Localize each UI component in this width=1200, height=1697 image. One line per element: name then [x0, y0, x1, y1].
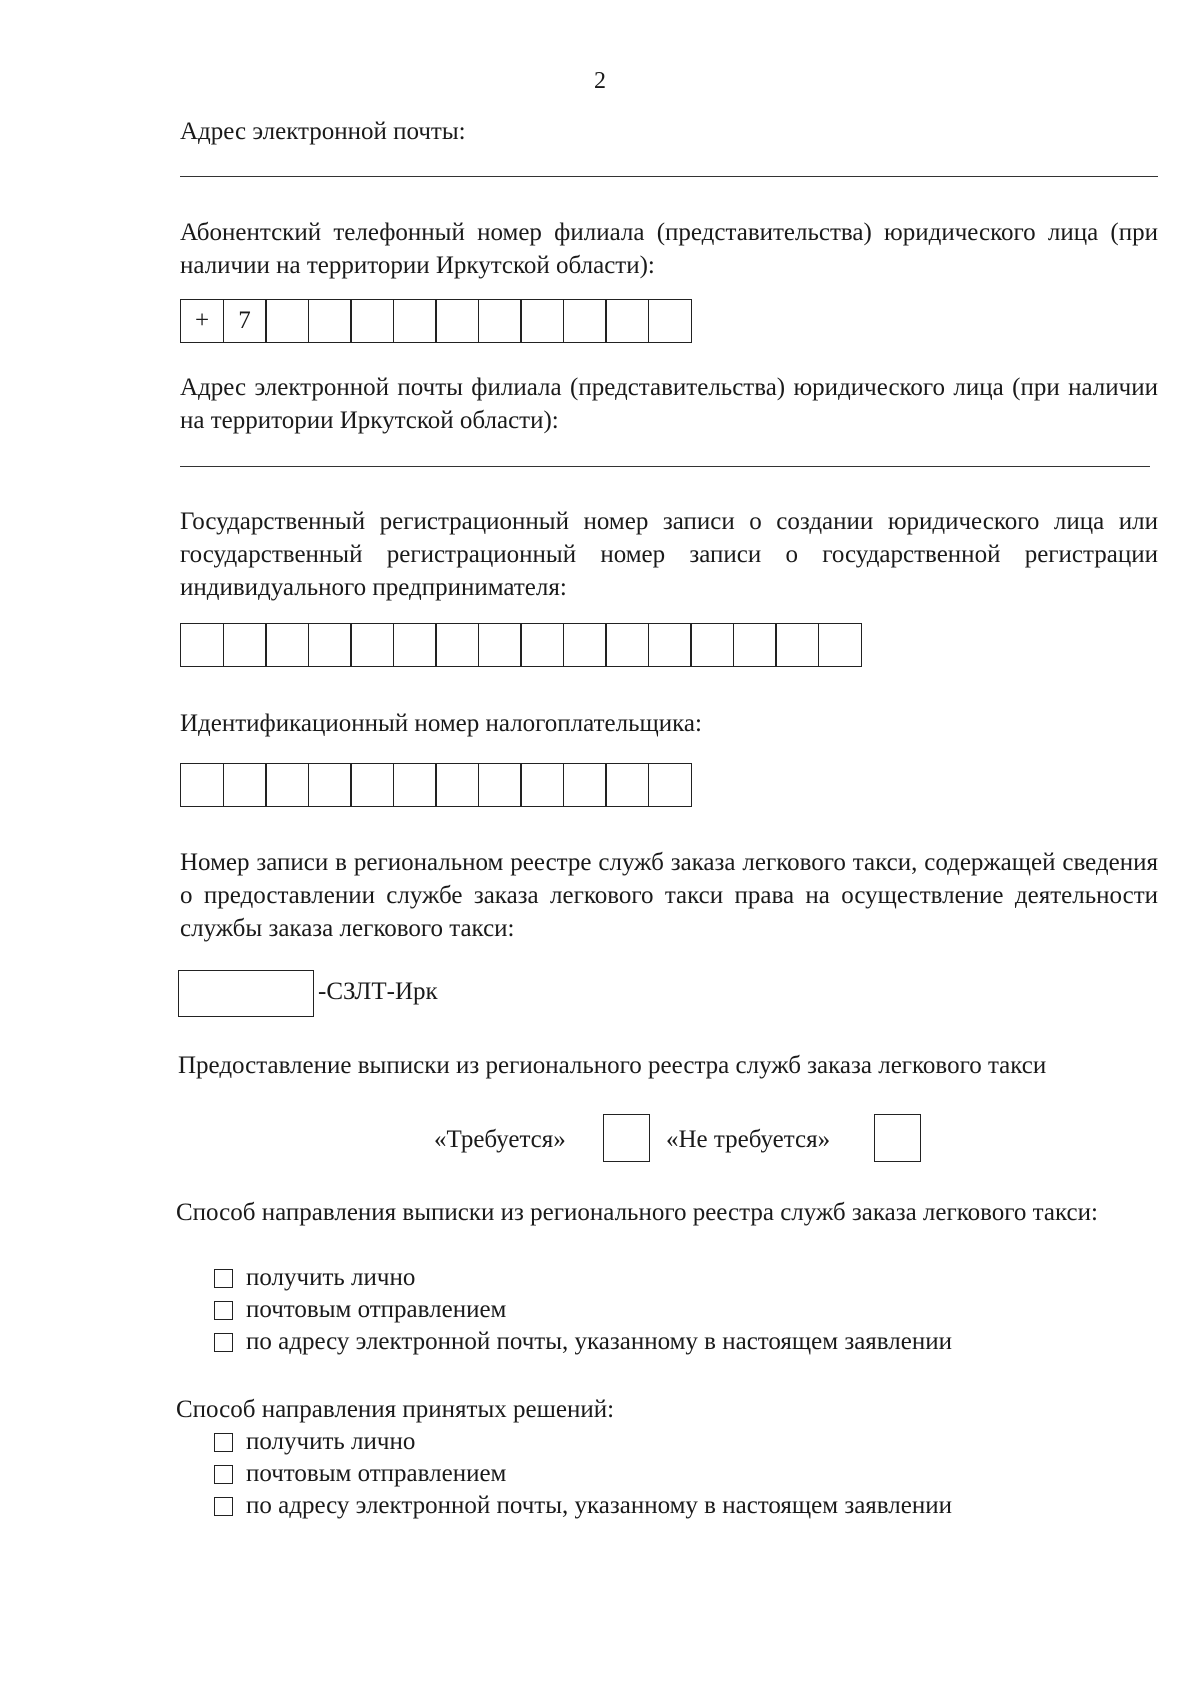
- ogrn-cell[interactable]: [350, 623, 394, 667]
- inn-cell[interactable]: [223, 763, 267, 807]
- phone-cell[interactable]: [350, 299, 394, 343]
- branch-email-label: Адрес электронной почты филиала (представительства) юридического лица (при наличии на территории Иркутской области):: [180, 374, 1158, 434]
- extract-request-label: Предоставление выписки из регионального реестра служб заказа легкового такси: [178, 1052, 1047, 1079]
- phone-cell[interactable]: [308, 299, 352, 343]
- ogrn-cell[interactable]: [733, 623, 777, 667]
- inn-cell[interactable]: [308, 763, 352, 807]
- registry-record-label: Номер записи в региональном реестре служб заказа легкового такси, содержащей сведения о предоставлении службе заказа легкового такси права на осуществление деятельности службы заказа легкового такси:: [180, 849, 1158, 942]
- ogrn-cell[interactable]: [223, 623, 267, 667]
- phone-cell[interactable]: [265, 299, 309, 343]
- inn-cell[interactable]: [393, 763, 437, 807]
- email-label: Адрес электронной почты:: [180, 118, 466, 145]
- ogrn-cell[interactable]: [478, 623, 522, 667]
- ogrn-cell[interactable]: [308, 623, 352, 667]
- not-required-label: «Не требуется»: [666, 1126, 831, 1153]
- inn-cell[interactable]: [563, 763, 607, 807]
- phone-cell[interactable]: [605, 299, 649, 343]
- inn-cell[interactable]: [180, 763, 224, 807]
- extract-delivery-options: [214, 1262, 952, 1358]
- phone-cell[interactable]: [563, 299, 607, 343]
- branch-phone-label: Абонентский телефонный номер филиала (представительства) юридического лица (при наличии на территории Иркутской области):: [180, 219, 1158, 279]
- inn-cell[interactable]: [648, 763, 692, 807]
- required-label: «Требуется»: [434, 1126, 566, 1153]
- required-checkbox[interactable]: [603, 1114, 650, 1162]
- inn-cell[interactable]: [435, 763, 479, 807]
- phone-cell[interactable]: [393, 299, 437, 343]
- ogrn-cell[interactable]: [690, 623, 734, 667]
- checkbox-icon[interactable]: [214, 1301, 233, 1320]
- checkbox-icon[interactable]: [214, 1497, 233, 1516]
- checkbox-icon[interactable]: [214, 1465, 233, 1484]
- page-number: 2: [594, 68, 606, 94]
- option-label: получить лично: [246, 1428, 416, 1455]
- extract-option-post[interactable]: [214, 1294, 952, 1326]
- email-field[interactable]: [180, 176, 1158, 177]
- checkbox-icon[interactable]: [214, 1269, 233, 1288]
- phone-cell: +: [180, 299, 224, 343]
- extract-option-personal[interactable]: [214, 1262, 952, 1294]
- inn-cell[interactable]: [478, 763, 522, 807]
- inn-cell[interactable]: [350, 763, 394, 807]
- inn-grid: [180, 763, 692, 807]
- ogrn-label: Государственный регистрационный номер записи о создании юридического лица или государственный регистрационный номер записи о государственной регистрации индивидуального предпринимателя:: [180, 508, 1158, 601]
- ogrn-cell[interactable]: [563, 623, 607, 667]
- registry-record-suffix: -СЗЛТ-Ирк: [318, 978, 438, 1005]
- phone-cell[interactable]: [478, 299, 522, 343]
- decision-delivery-options: [214, 1426, 952, 1522]
- ogrn-cell[interactable]: [520, 623, 564, 667]
- option-label: по адресу электронной почты, указанному в настоящем заявлении: [246, 1328, 952, 1355]
- registry-record-input[interactable]: [178, 970, 314, 1017]
- option-label: по адресу электронной почты, указанному в настоящем заявлении: [246, 1492, 952, 1519]
- ogrn-cell[interactable]: [180, 623, 224, 667]
- decision-delivery-label: Способ направления принятых решений:: [176, 1396, 615, 1423]
- phone-cell[interactable]: [520, 299, 564, 343]
- inn-cell[interactable]: [605, 763, 649, 807]
- ogrn-cell[interactable]: [393, 623, 437, 667]
- decision-option-personal[interactable]: [214, 1426, 952, 1458]
- option-label: почтовым отправлением: [246, 1296, 507, 1323]
- decision-option-post[interactable]: [214, 1458, 952, 1490]
- ogrn-grid: [180, 623, 862, 667]
- ogrn-cell[interactable]: [265, 623, 309, 667]
- phone-cell[interactable]: [648, 299, 692, 343]
- phone-cell: 7: [223, 299, 267, 343]
- phone-cell[interactable]: [435, 299, 479, 343]
- ogrn-cell[interactable]: [435, 623, 479, 667]
- inn-cell[interactable]: [265, 763, 309, 807]
- ogrn-cell[interactable]: [775, 623, 819, 667]
- branch-email-field[interactable]: [180, 466, 1150, 467]
- inn-label: Идентификационный номер налогоплательщика:: [180, 710, 702, 737]
- ogrn-cell[interactable]: [648, 623, 692, 667]
- checkbox-icon[interactable]: [214, 1333, 233, 1352]
- option-label: получить лично: [246, 1264, 416, 1291]
- decision-option-email[interactable]: [214, 1490, 952, 1522]
- ogrn-cell[interactable]: [818, 623, 862, 667]
- option-label: почтовым отправлением: [246, 1460, 507, 1487]
- inn-cell[interactable]: [520, 763, 564, 807]
- ogrn-cell[interactable]: [605, 623, 649, 667]
- not-required-checkbox[interactable]: [874, 1114, 921, 1162]
- extract-option-email[interactable]: [214, 1326, 952, 1358]
- checkbox-icon[interactable]: [214, 1433, 233, 1452]
- branch-phone-grid: [180, 299, 692, 343]
- extract-delivery-label: Способ направления выписки из регионального реестра служб заказа легкового такси:: [176, 1199, 1098, 1226]
